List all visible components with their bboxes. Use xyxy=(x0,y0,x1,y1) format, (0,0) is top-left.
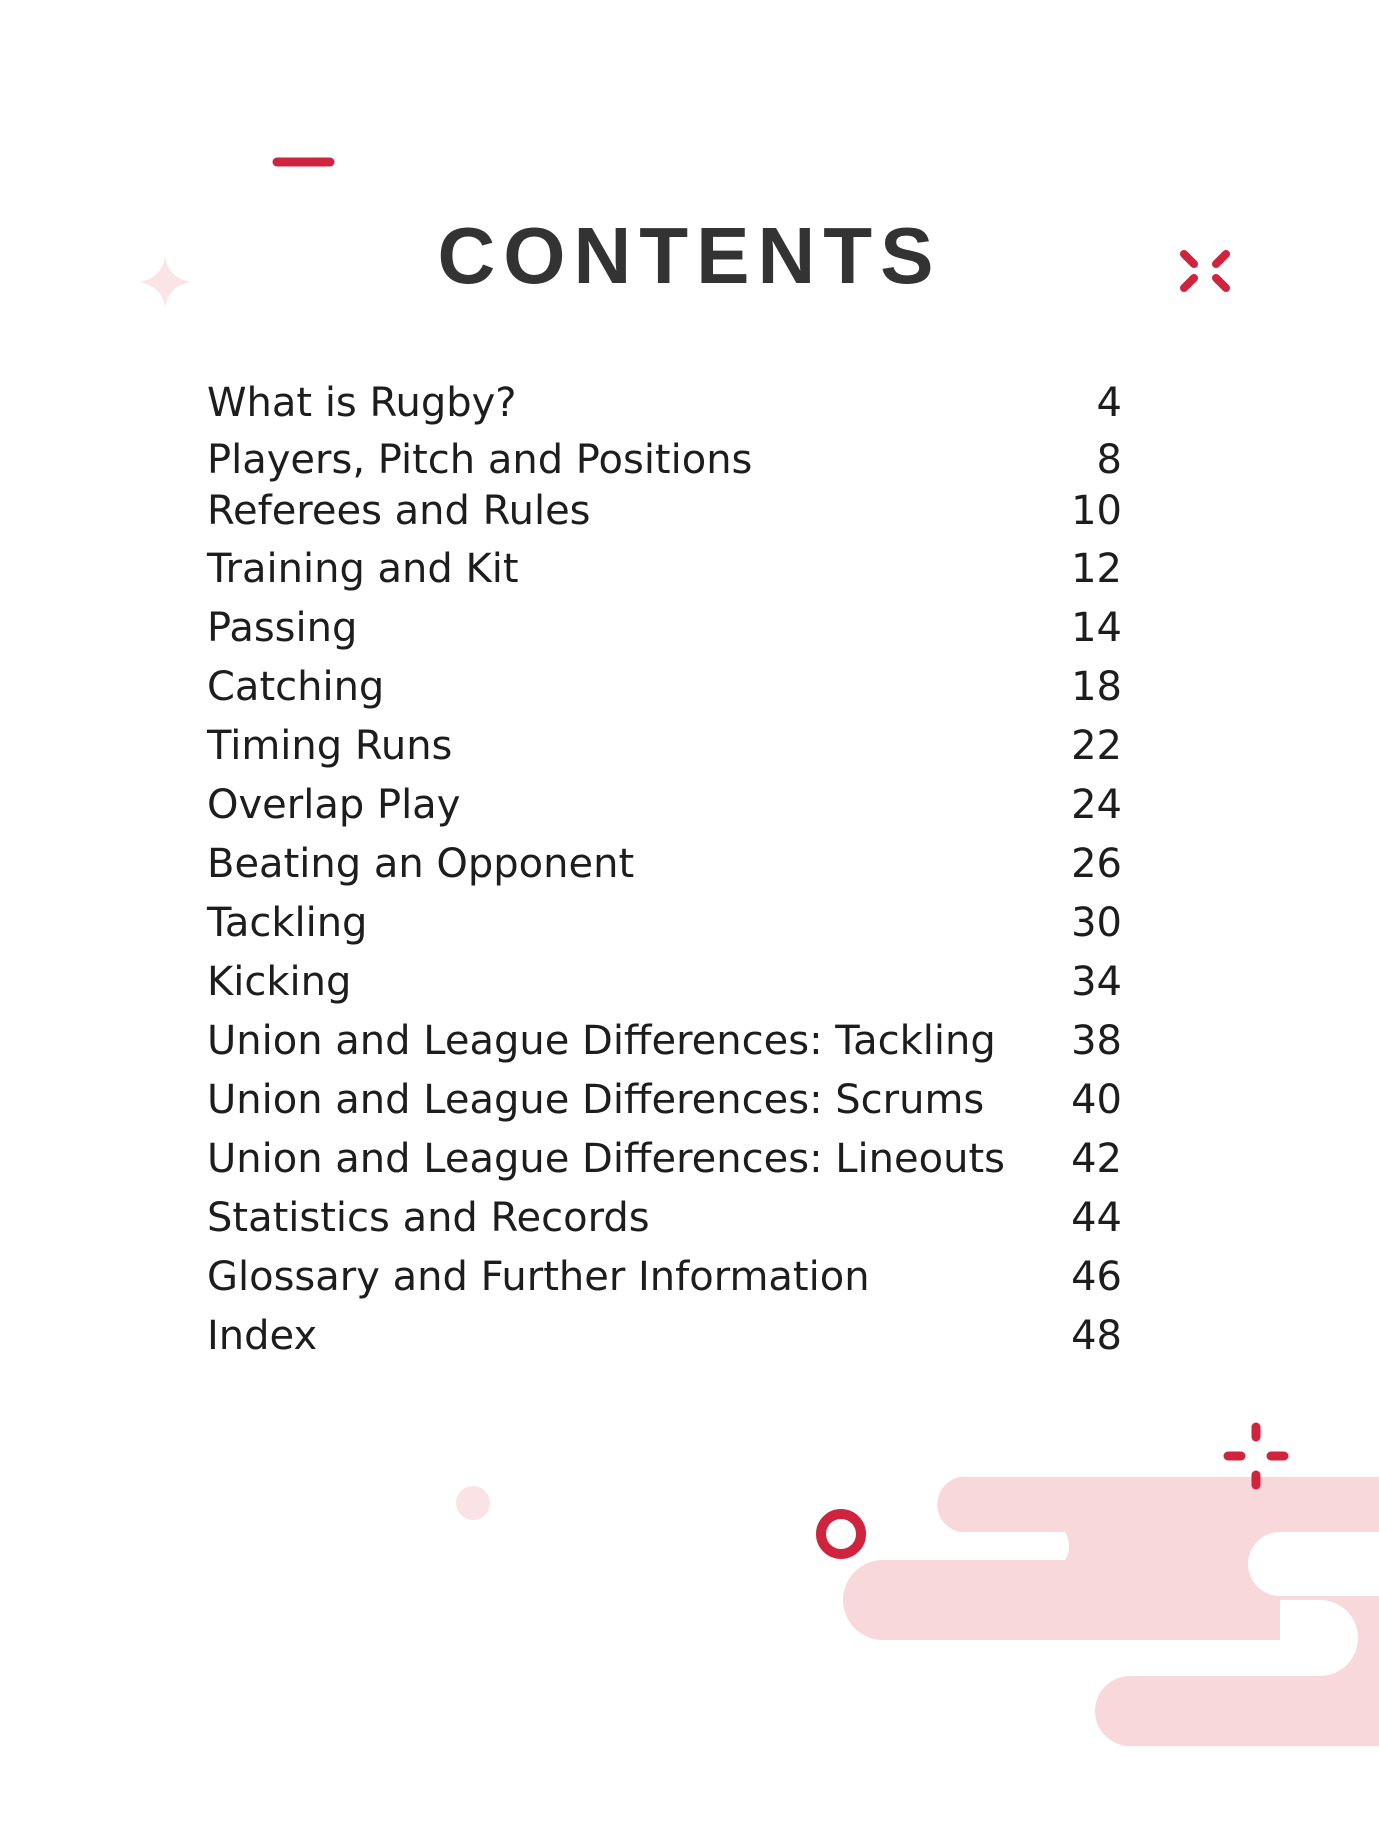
toc-entry-page-number: 10 xyxy=(1071,488,1122,534)
toc-entry-label: What is Rugby? xyxy=(207,380,517,426)
toc-entry-page-number: 34 xyxy=(1071,959,1122,1005)
toc-entry-label: Statistics and Records xyxy=(207,1195,650,1241)
toc-entry-page-number: 30 xyxy=(1071,900,1122,946)
toc-entry-page-number: 42 xyxy=(1071,1136,1122,1182)
toc-entry xyxy=(207,898,1122,948)
toc-entry-label: Tackling xyxy=(207,900,368,946)
toc-entry-label: Timing Runs xyxy=(207,723,453,769)
toc-entry-label: Union and League Differences: Scrums xyxy=(207,1077,985,1123)
toc-entry-page-number: 26 xyxy=(1071,841,1122,887)
toc-entry-page-number: 14 xyxy=(1071,605,1122,651)
toc-entry xyxy=(207,839,1122,889)
toc-entry-label: Union and League Differences: Tackling xyxy=(207,1018,996,1064)
toc-entry-page-number: 18 xyxy=(1071,664,1122,710)
dot-icon xyxy=(456,1486,490,1520)
toc-entry xyxy=(207,486,1122,536)
toc-entry xyxy=(207,1016,1122,1066)
toc-entry-label: Glossary and Further Information xyxy=(207,1254,870,1300)
toc-entry-label: Referees and Rules xyxy=(207,488,591,534)
toc-entry-label: Beating an Opponent xyxy=(207,841,635,887)
toc-entry-label: Passing xyxy=(207,605,358,651)
toc-entry xyxy=(207,1252,1122,1302)
plus-icon xyxy=(1228,1427,1284,1485)
toc-entry xyxy=(207,1134,1122,1184)
toc-entry-label: Training and Kit xyxy=(207,546,519,592)
toc-entry xyxy=(207,1075,1122,1125)
toc-entry-page-number: 40 xyxy=(1071,1077,1122,1123)
page-title: CONTENTS xyxy=(437,211,942,300)
toc-entry xyxy=(207,435,1122,485)
toc-entry-page-number: 12 xyxy=(1071,546,1122,592)
toc-entry-label: Catching xyxy=(207,664,385,710)
toc-entry-label: Union and League Differences: Lineouts xyxy=(207,1136,1005,1182)
toc-entry xyxy=(207,662,1122,712)
toc-entry-label: Kicking xyxy=(207,959,352,1005)
toc-entry-label: Overlap Play xyxy=(207,782,461,828)
toc-entry-page-number: 4 xyxy=(1096,380,1122,426)
toc-entry-page-number: 38 xyxy=(1071,1018,1122,1064)
toc-entry xyxy=(207,1311,1122,1361)
toc-entry-page-number: 48 xyxy=(1071,1313,1122,1359)
toc-entry-label: Players, Pitch and Positions xyxy=(207,437,753,483)
toc-entry-page-number: 46 xyxy=(1071,1254,1122,1300)
toc-entry xyxy=(207,721,1122,771)
toc-entry xyxy=(207,780,1122,830)
toc-entry-label: Index xyxy=(207,1313,318,1359)
toc-entry xyxy=(207,544,1122,594)
toc-entry xyxy=(207,603,1122,653)
toc-entry xyxy=(207,378,1122,428)
toc-entry-page-number: 22 xyxy=(1071,723,1122,769)
toc-entry-page-number: 44 xyxy=(1071,1195,1122,1241)
toc-entry-page-number: 24 xyxy=(1071,782,1122,828)
ring-icon xyxy=(821,1514,861,1554)
toc-entry xyxy=(207,1193,1122,1243)
cloud-shape xyxy=(843,1477,1379,1746)
toc-entry xyxy=(207,957,1122,1007)
toc-entry-page-number: 8 xyxy=(1096,437,1122,483)
